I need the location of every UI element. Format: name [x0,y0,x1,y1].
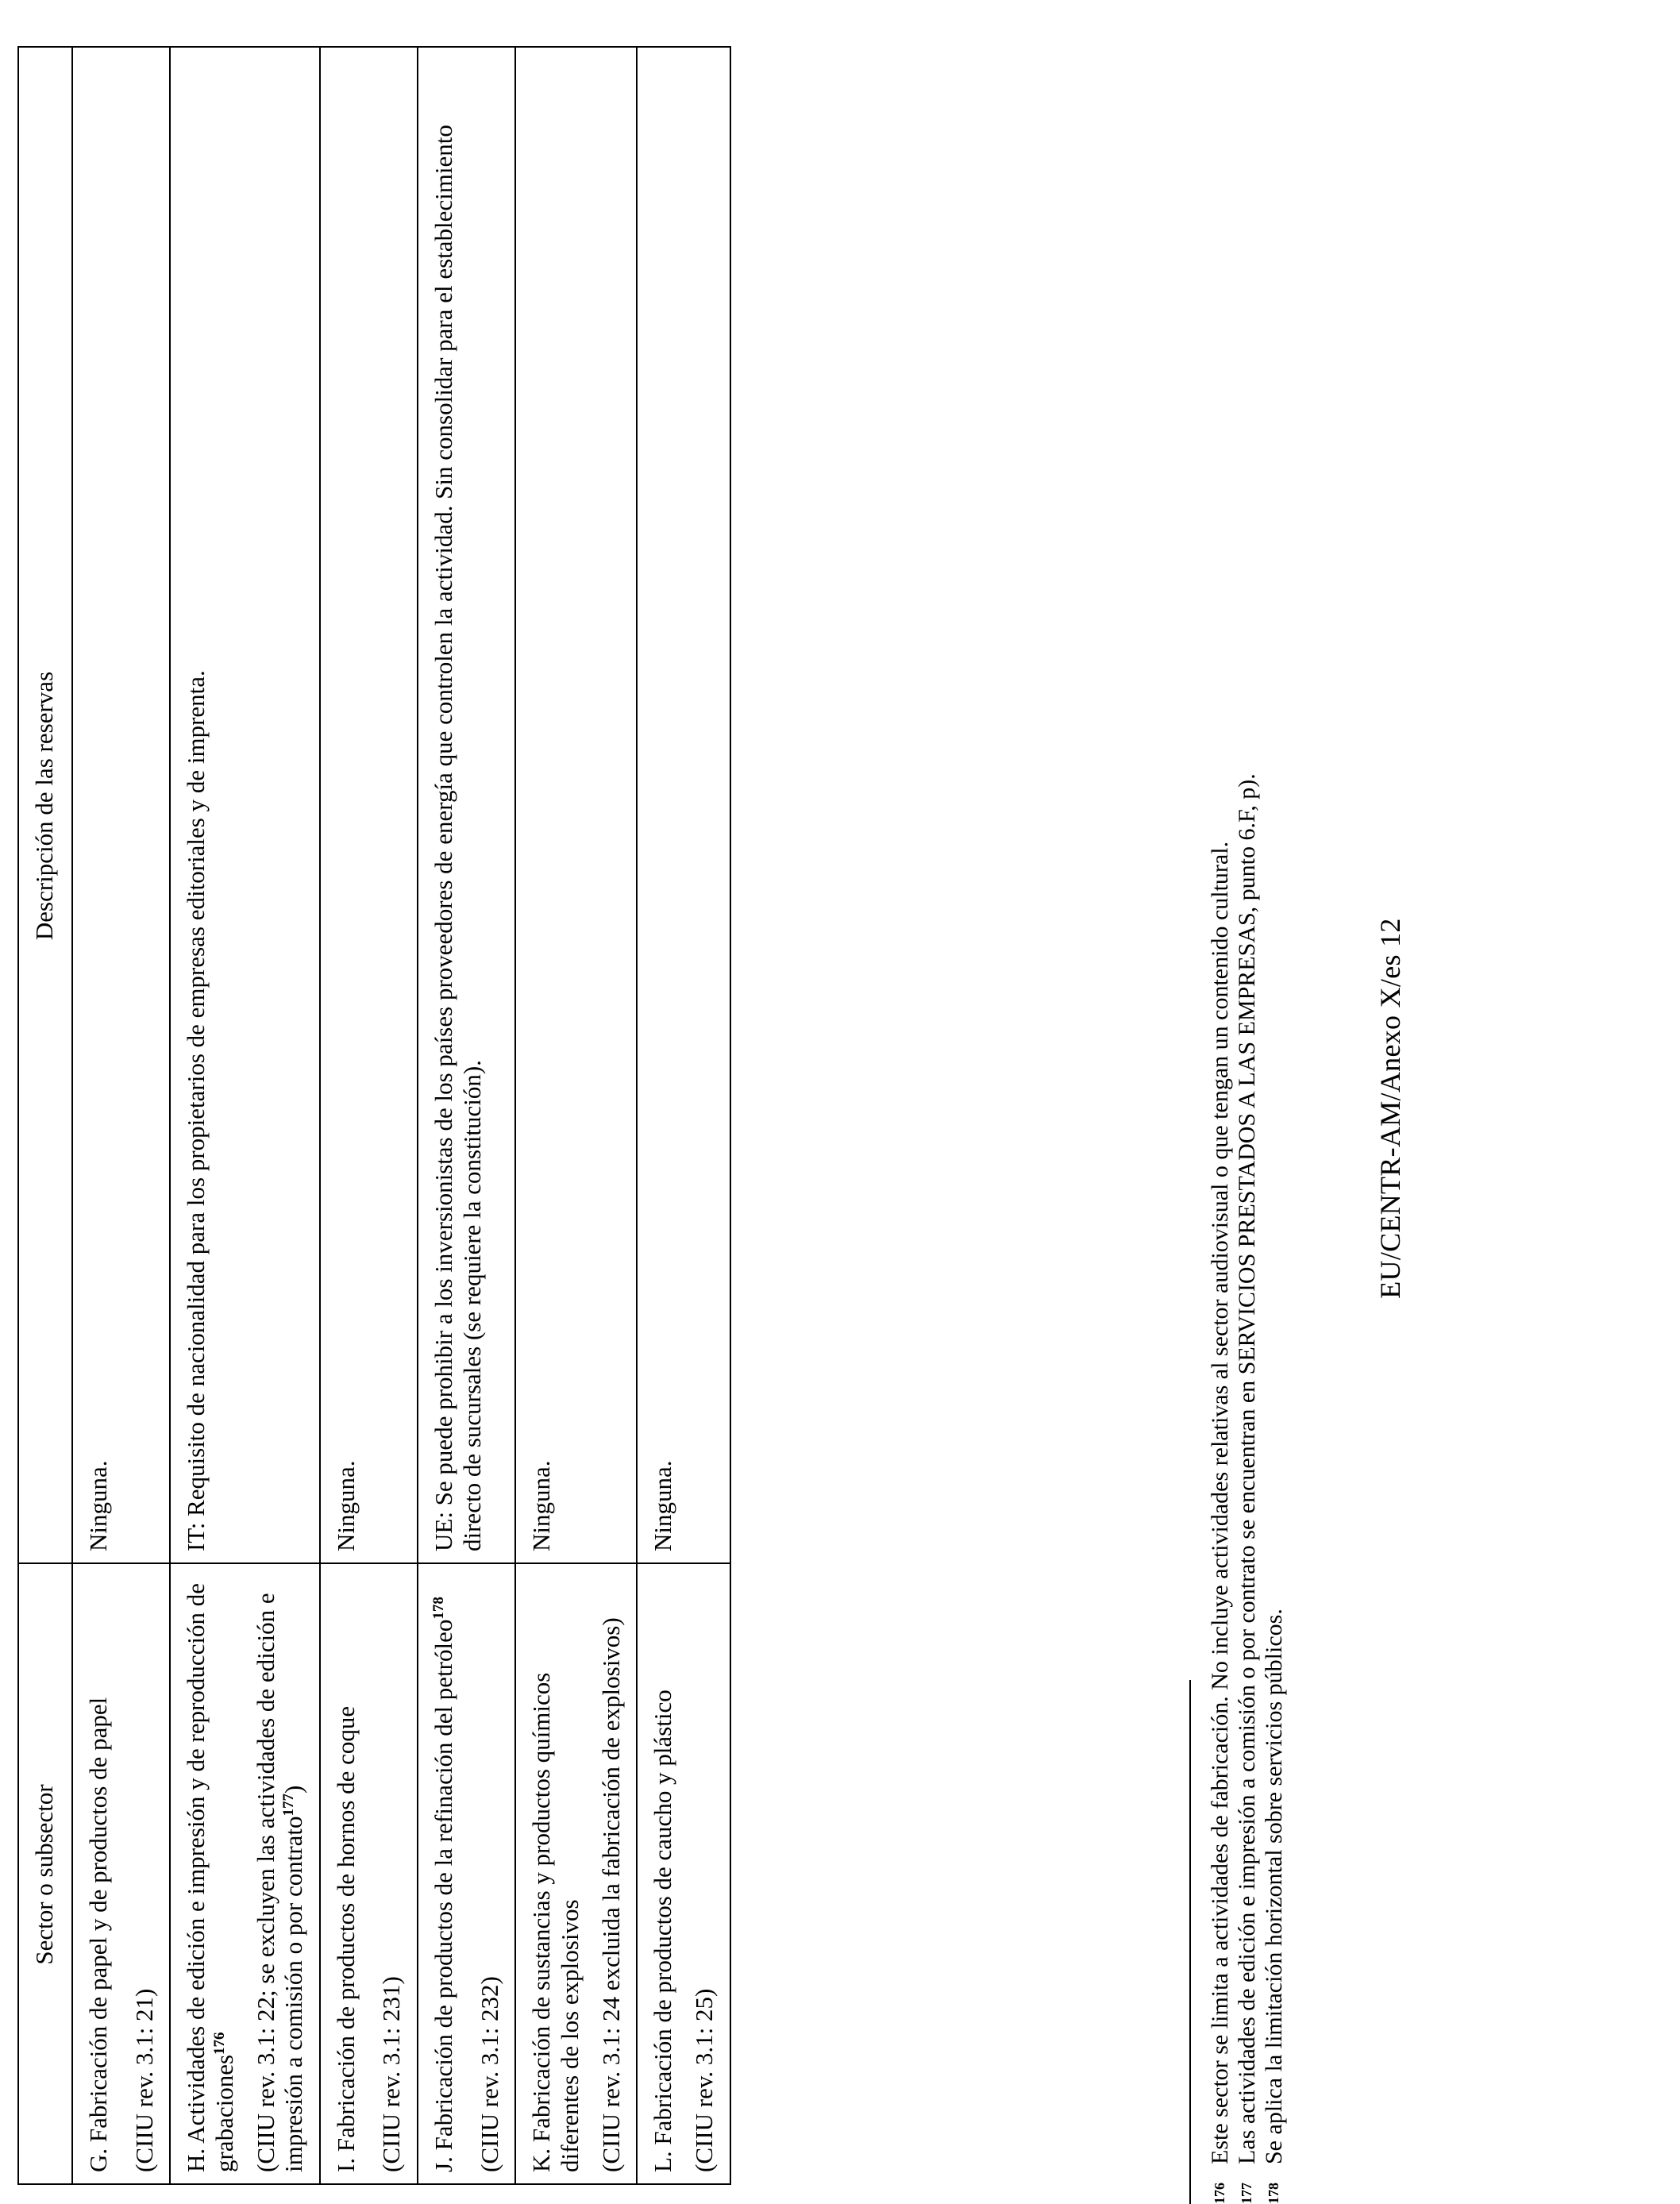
sector-title: I. Fabricación de productos de hornos de coque [331,1705,360,2172]
sector-title: H. Actividades de edición e impresión y de reproducción de grabaciones [182,1582,238,2172]
table-header-row [18,47,72,2184]
footnote [1207,60,1234,2204]
footnote-number: 178 [1265,2183,1281,2204]
sector-cell [637,1563,730,2184]
footnote-ref[interactable]: 178 [430,1597,448,1620]
table-row [320,47,418,2184]
page-reference: EU/CENTR-AM/Anexo X/es 12 [1374,918,1406,1299]
footnote-separator [1189,1680,1191,2204]
header-description: Descripción de las reservas [18,47,72,1563]
footnote-ref[interactable]: 176 [210,2032,228,2055]
sector-code: (CIIU rev. 3.1: 21) [129,1988,158,2172]
sector-cell [72,1563,170,2184]
sector-code: (CIIU rev. 3.1: 24 excluida la fabricación de explosivos) [596,1617,625,2172]
reservations-table [17,46,731,2185]
sector-cell [515,1563,637,2184]
table-row [170,47,320,2184]
sector-cell [418,1563,515,2184]
footnote [1234,60,1261,2204]
sector-code-tail: ) [279,1785,308,1794]
footnote-text: Este sector se limita a actividades de fabricación. No incluye actividades relativas al sector audiovisual o que tengan un contenido cultural. [1207,841,1233,2164]
sector-title: J. Fabricación de productos de la refinación del petróleo [430,1619,458,2172]
sector-cell [320,1563,418,2184]
sector-cell [170,1563,320,2184]
table-row [515,47,637,2184]
description-cell: Ninguna. [515,47,637,1563]
sector-code: (CIIU rev. 3.1: 231) [377,1976,406,2172]
header-sector: Sector o subsector [18,1563,72,2184]
description-cell: Ninguna. [72,47,170,1563]
footnote-list [1207,60,1288,2204]
footnote [1261,60,1288,2204]
sector-title: G. Fabricación de papel y de productos de papel [84,1697,112,2172]
table-row [637,47,730,2184]
footnote-number: 177 [1238,2183,1254,2204]
footnote-number: 176 [1212,2183,1227,2204]
footnote-ref[interactable]: 177 [280,1793,298,1817]
sector-code: (CIIU rev. 3.1: 25) [689,1988,718,2172]
sector-title: L. Fabricación de productos de caucho y plástico [649,1690,677,2172]
sector-title: K. Fabricación de sustancias y productos químicos diferentes de los explosivos [527,1672,584,2172]
sector-code: (CIIU rev. 3.1: 22; se excluyen las actividades de edición e impresión a comisión o por contrato [251,1593,308,2172]
description-cell: Ninguna. [320,47,418,1563]
footnote-text: Se aplica la limitación horizontal sobre servicios públicos. [1260,1609,1287,2164]
description-cell: Ninguna. [637,47,730,1563]
table-row [72,47,170,2184]
description-cell: IT: Requisito de nacionalidad para los propietarios de empresas editoriales y de imprenta. [170,47,320,1563]
description-cell: UE: Se puede prohibir a los inversionistas de los países proveedores de energía que controlen la actividad. Sin consolidar para el establecimiento directo de sucursales (se requiere la constitución). [418,47,515,1563]
sector-code: (CIIU rev. 3.1: 232) [475,1976,503,2172]
footnote-text: Las actividades de edición e impresión a comisión o por contrato se encuentran en SERVICIOS PRESTADOS A LAS EMPRESAS, punto 6.F, p). [1233,773,1260,2164]
table-row [418,47,515,2184]
